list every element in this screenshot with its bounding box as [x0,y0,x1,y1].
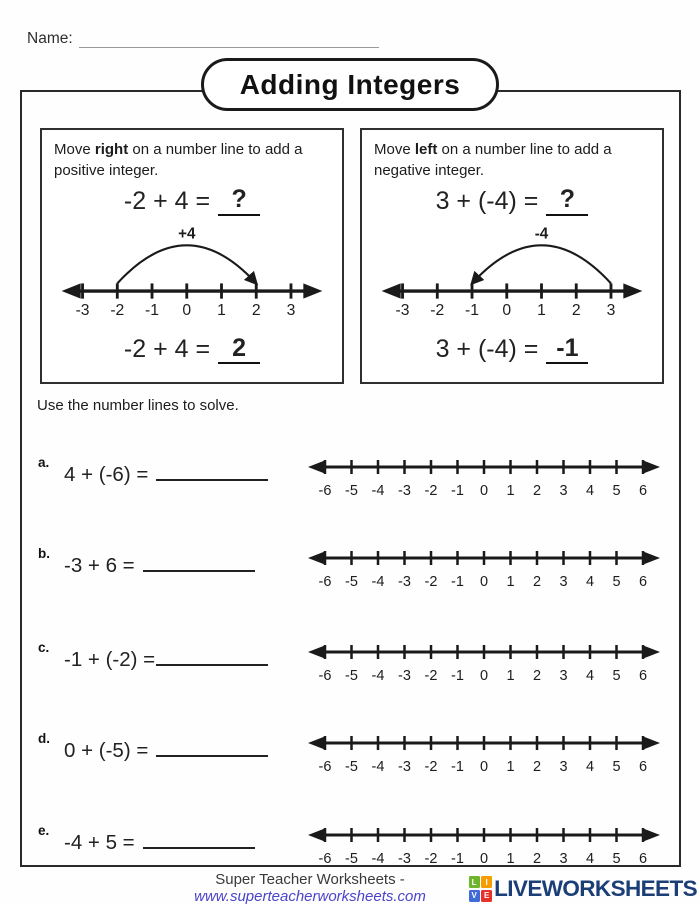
svg-text:-3: -3 [398,759,411,775]
problem-row-a [20,449,690,511]
liveworksheets-logo[interactable] [469,876,697,902]
svg-text:1: 1 [217,301,226,319]
svg-text:-5: -5 [345,574,358,590]
svg-text:4: 4 [585,668,595,684]
svg-text:-3: -3 [398,483,411,499]
name-input-line[interactable] [79,31,379,48]
svg-text:-3: -3 [398,668,411,684]
example-question-equation: 3 + (-4) = ? [374,186,650,215]
svg-text:-2: -2 [424,483,438,499]
svg-text:3: 3 [559,851,568,867]
example-box-add-positive [40,128,344,384]
svg-text:-4: -4 [371,759,385,775]
example-answer-equation: -2 + 4 = 2 [54,335,330,364]
svg-text:1: 1 [506,851,515,867]
svg-text:1: 1 [506,483,515,499]
question-blank: ? [218,186,260,215]
svg-text:4: 4 [585,483,595,499]
answer-value: 2 [218,335,260,364]
svg-text:-1: -1 [145,301,160,319]
problem-equation: -1 + (-2) = [64,643,268,672]
liveworksheets-text: LIVEWORKSHEETS [494,876,697,901]
svg-text:-1: -1 [451,759,464,775]
problem-letter: b. [38,546,50,561]
problem-row-e [20,817,690,879]
example-instruction: Move right on a number line to add a positive integer. [54,141,303,179]
example-number-line [54,222,330,322]
question-blank: ? [546,186,588,215]
problem-letter: c. [38,640,50,655]
svg-text:1: 1 [506,668,515,684]
svg-text:6: 6 [638,851,648,867]
svg-text:-1: -1 [451,851,464,867]
page-title: Adding Integers [239,68,461,100]
svg-text:-4: -4 [371,851,385,867]
svg-text:-4: -4 [371,574,385,590]
svg-text:0: 0 [479,668,489,684]
svg-text:1: 1 [506,759,515,775]
svg-text:6: 6 [638,759,648,775]
svg-text:-4: -4 [371,668,385,684]
answer-blank[interactable] [143,826,255,849]
svg-text:4: 4 [585,759,595,775]
svg-text:-2: -2 [110,301,125,319]
answer-value: -1 [546,335,588,364]
svg-text:-5: -5 [345,483,358,499]
svg-text:-4: -4 [371,483,385,499]
svg-text:-3: -3 [398,851,411,867]
svg-text:-1: -1 [451,483,464,499]
problem-number-line [305,639,663,690]
svg-text:-3: -3 [398,574,411,590]
svg-text:6: 6 [638,668,648,684]
svg-text:1: 1 [537,301,546,319]
problem-number-line [305,545,663,596]
svg-text:1: 1 [506,574,515,590]
answer-blank[interactable] [156,458,268,481]
svg-text:-2: -2 [424,759,438,775]
problem-number-line [305,730,663,781]
svg-text:3: 3 [559,759,568,775]
logo-square-e: E [481,890,492,902]
problem-letter: a. [38,455,50,470]
svg-text:-2: -2 [424,851,438,867]
svg-text:0: 0 [502,301,512,319]
svg-text:2: 2 [532,668,542,684]
logo-square-i: I [481,876,492,888]
problem-equation: 0 + (-5) = [64,734,268,763]
svg-text:0: 0 [479,851,489,867]
svg-text:5: 5 [612,574,621,590]
svg-text:-1: -1 [451,668,464,684]
instruction-keyword: left [414,141,438,158]
solve-instruction: Use the number lines to solve. [37,397,239,414]
footer-url[interactable]: www.superteacherworksheets.com [194,888,426,904]
example-box-add-negative [360,128,664,384]
problem-letter: d. [38,731,50,746]
svg-text:4: 4 [585,574,595,590]
svg-text:-6: -6 [318,483,332,499]
worksheet-title-pill [201,58,499,111]
svg-text:+4: +4 [178,225,196,243]
example-number-line [374,222,650,322]
svg-text:4: 4 [585,851,595,867]
footer-credit: Super Teacher Worksheets - www.superteacherworksheets.com [194,871,426,904]
svg-text:2: 2 [532,851,542,867]
problem-equation: -4 + 5 = [64,826,255,855]
problem-row-d [20,725,690,787]
svg-text:3: 3 [606,301,616,319]
svg-text:3: 3 [559,668,568,684]
liveworksheets-grid-icon [469,876,493,902]
svg-text:-1: -1 [451,574,464,590]
svg-text:-5: -5 [345,759,358,775]
svg-text:2: 2 [532,483,542,499]
svg-text:2: 2 [571,301,581,319]
logo-square-v: V [469,890,480,902]
svg-text:-2: -2 [424,574,438,590]
example-question-equation: -2 + 4 = ? [54,186,330,215]
example-instruction: Move left on a number line to add a negative integer. [374,141,612,179]
example-answer-equation: 3 + (-4) = -1 [374,335,650,364]
svg-text:5: 5 [612,851,621,867]
svg-text:0: 0 [182,301,192,319]
problem-equation: 4 + (-6) = [64,458,268,487]
svg-text:-6: -6 [318,759,332,775]
svg-text:-2: -2 [430,301,445,319]
svg-text:2: 2 [251,301,261,319]
problem-row-b [20,540,690,602]
svg-text:0: 0 [479,574,489,590]
svg-text:2: 2 [532,759,542,775]
answer-blank[interactable] [156,643,268,666]
svg-text:-3: -3 [395,301,410,319]
svg-text:-6: -6 [318,851,332,867]
problem-row-c [20,634,690,696]
svg-text:5: 5 [612,483,621,499]
svg-text:6: 6 [638,483,648,499]
logo-square-l: L [469,876,480,888]
name-label: Name: [27,30,73,47]
svg-text:-6: -6 [318,668,332,684]
svg-text:3: 3 [559,483,568,499]
svg-text:-6: -6 [318,574,332,590]
svg-text:-5: -5 [345,851,358,867]
answer-blank[interactable] [143,549,255,572]
svg-text:-2: -2 [424,668,438,684]
problem-number-line [305,454,663,505]
svg-text:-4: -4 [534,225,549,243]
svg-text:2: 2 [532,574,542,590]
svg-text:5: 5 [612,668,621,684]
svg-text:-5: -5 [345,668,358,684]
name-row [27,30,379,48]
problem-letter: e. [38,823,50,838]
svg-text:-1: -1 [465,301,480,319]
svg-text:-3: -3 [75,301,90,319]
svg-text:0: 0 [479,483,489,499]
svg-text:3: 3 [559,574,568,590]
answer-blank[interactable] [156,734,268,757]
problem-equation: -3 + 6 = [64,549,255,578]
problem-number-line [305,822,663,873]
svg-text:5: 5 [612,759,621,775]
svg-text:3: 3 [286,301,296,319]
instruction-keyword: right [94,141,129,158]
svg-text:6: 6 [638,574,648,590]
svg-text:0: 0 [479,759,489,775]
